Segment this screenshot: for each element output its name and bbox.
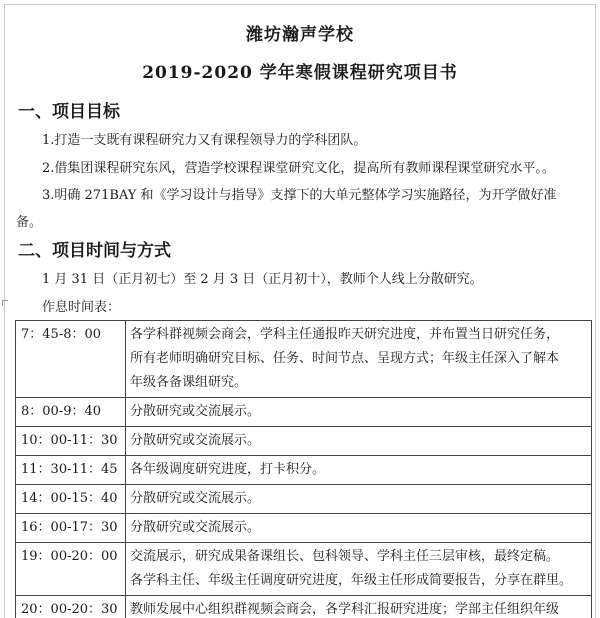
school-name: 潍坊瀚声学校 [246, 25, 354, 45]
section-heading-goals: 一、项目目标 [18, 102, 120, 122]
schedule-time-cell: 14：00-15：40 [16, 485, 126, 514]
table-row [16, 543, 592, 596]
table-row [16, 514, 592, 543]
table-row [16, 485, 592, 514]
schedule-activity-line: 分散研究或交流展示。 [130, 491, 261, 506]
goal-item-1: 1.打造一支既有课程研究力又有课程领导力的学科团队。 [42, 133, 367, 148]
goal-item-3: 3.明确 271BAY 和《学习设计与指导》支撑下的大单元整体学习实施路径，为开学做好准 [42, 188, 557, 203]
schedule-activity-cell [126, 543, 592, 596]
schedule-table [15, 320, 592, 618]
goal-item-2: 2.借集团课程研究东风，营造学校课程课堂研究文化，提高所有教师课程课堂研究水平。。 [42, 161, 555, 176]
goal-item-3-continued: 备。 [16, 215, 43, 230]
schedule-activity-line: 所有老师明确研究目标、任务、时间节点、呈现方式；年级主任深入了解本 [130, 351, 560, 366]
schedule-activity-cell [126, 456, 592, 485]
table-row [16, 321, 592, 398]
schedule-intro: 1 月 31 日（正月初七）至 2 月 3 日（正月初十），教师个人线上分散研究。 [42, 272, 483, 287]
schedule-activity-line: 各学科主任、年级主任调度研究进度，年级主任形成简要报告，分享在群里。 [130, 573, 573, 588]
schedule-activity-line: 各年级调度研究进度，打卡积分。 [130, 462, 326, 477]
schedule-activity-cell [126, 321, 592, 398]
table-row [16, 427, 592, 456]
table-row [16, 456, 592, 485]
schedule-activity-cell [126, 485, 592, 514]
schedule-time-cell: 8：00-9：40 [16, 398, 126, 427]
schedule-activity-line: 分散研究或交流展示。 [130, 520, 261, 535]
schedule-activity-line: 各学科群视频会商会，学科主任通报昨天研究进度，并布置当日研究任务， [130, 327, 560, 342]
schedule-label: 作息时间表： [42, 300, 121, 315]
schedule-activity-line: 分散研究或交流展示。 [130, 433, 261, 448]
schedule-time-cell: 7：45-8：00 [16, 321, 126, 398]
schedule-activity-line: 分散研究或交流展示。 [130, 404, 261, 419]
schedule-activity-line: 交流展示，研究成果备课组长、包科领导、学科主任三层审核，最终定稿。 [130, 549, 560, 564]
schedule-activity-cell [126, 398, 592, 427]
document-title: 2019-2020 学年寒假课程研究项目书 [142, 63, 458, 83]
schedule-time-cell: 10：00-11：30 [16, 427, 126, 456]
table-row [16, 596, 592, 618]
table-anchor-icon [2, 300, 8, 306]
schedule-time-cell: 11：30-11：45 [16, 456, 126, 485]
schedule-time-cell: 16：00-17：30 [16, 514, 126, 543]
schedule-activity-cell [126, 514, 592, 543]
section-heading-schedule: 二、项目时间与方式 [18, 241, 171, 261]
schedule-activity-cell [126, 427, 592, 456]
schedule-activity-cell [126, 596, 592, 618]
schedule-time-cell: 19：00-20：00 [16, 543, 126, 596]
table-row [16, 398, 592, 427]
schedule-activity-line: 教师发展中心组织群视频会商会，各学科汇报研究进度；学部主任组织年级 [130, 602, 560, 617]
schedule-time-cell: 20：00-20：30 [16, 596, 126, 618]
schedule-activity-line: 年级各备课组研究。 [130, 375, 248, 390]
